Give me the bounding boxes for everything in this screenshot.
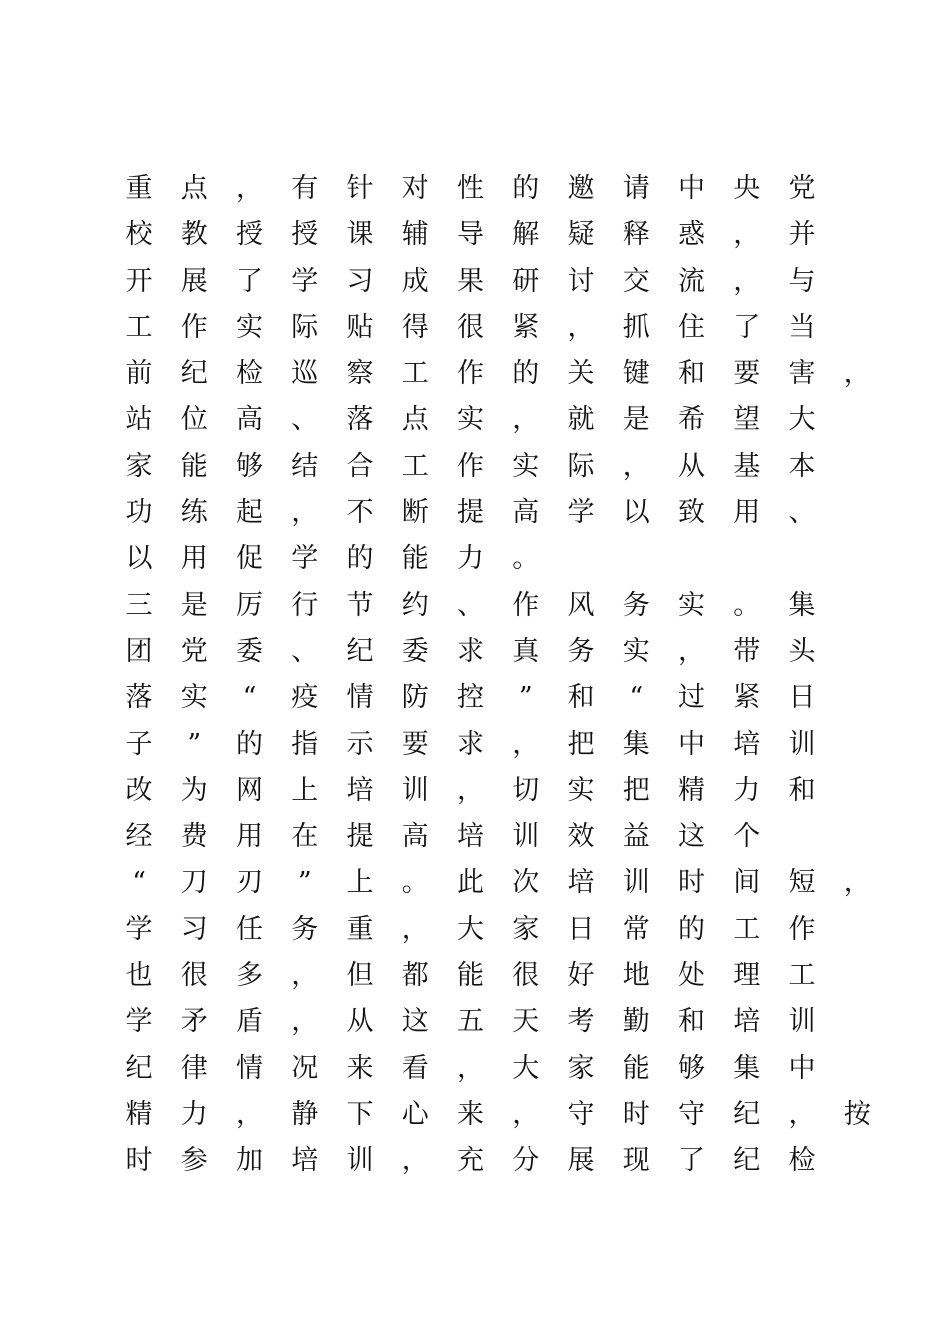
text-line-18: 也 很 多 ， 但 都 能 很 好 地 处 理 工 xyxy=(125,960,816,992)
text-line-1: 重 点 ， 有 针 对 性 的 邀 请 中 央 党 xyxy=(125,173,816,204)
text-line-21: 精 力 ， 静 下 心 来 ， 守 时 守 纪 ， 按 xyxy=(125,1098,871,1130)
text-line-22: 时 参 加 培 训 ， 充 分 展 现 了 纪 检 xyxy=(125,1145,816,1177)
text-line-7: 家 能 够 结 合 工 作 实 际 ， 从 基 本 xyxy=(125,450,816,482)
text-line-10: 三 是 厉 行 节 约 、 作 风 务 实 。 集 xyxy=(125,589,816,621)
text-line-14: 改 为 网 上 培 训 ， 切 实 把 精 力 和 xyxy=(125,774,816,806)
text-line-20: 纪 律 情 况 来 看 ， 大 家 能 够 集 中 xyxy=(125,1052,816,1084)
text-line-5: 前 纪 检 巡 察 工 作 的 关 键 和 要 害 ， xyxy=(125,358,871,390)
text-line-15: 经 费 用 在 提 高 培 训 效 益 这 个 xyxy=(125,821,761,853)
text-line-4: 工 作 实 际 贴 得 很 紧 ， 抓 住 了 当 xyxy=(125,311,816,343)
text-line-11: 团 党 委 、 纪 委 求 真 务 实 ， 带 头 xyxy=(125,635,816,667)
text-line-16: “ 刀 刃 ” 上 。 此 次 培 训 时 间 短 ， xyxy=(132,867,871,899)
text-line-9: 以 用 促 学 的 能 力 。 xyxy=(125,543,540,575)
text-line-8: 功 练 起 ， 不 断 提 高 学 以 致 用 、 xyxy=(125,497,816,529)
text-line-2: 校 教 授 授 课 辅 导 解 疑 释 惑 ， 并 xyxy=(125,219,816,251)
text-line-13: 子 ” 的 指 示 要 求 ， 把 集 中 培 训 xyxy=(125,728,816,760)
text-line-17: 学 习 任 务 重 ， 大 家 日 常 的 工 作 xyxy=(125,913,816,945)
text-line-19: 学 矛 盾 ， 从 这 五 天 考 勤 和 培 训 xyxy=(125,1006,816,1038)
body-text xyxy=(124,166,871,1185)
text-line-6: 站 位 高 、 落 点 实 ， 就 是 希 望 大 xyxy=(125,404,816,436)
text-line-12: 落 实 “ 疫 情 防 控 ” 和 “ 过 紧 日 xyxy=(125,682,816,714)
text-line-3: 开 展 了 学 习 成 果 研 讨 交 流 ， 与 xyxy=(125,265,816,297)
